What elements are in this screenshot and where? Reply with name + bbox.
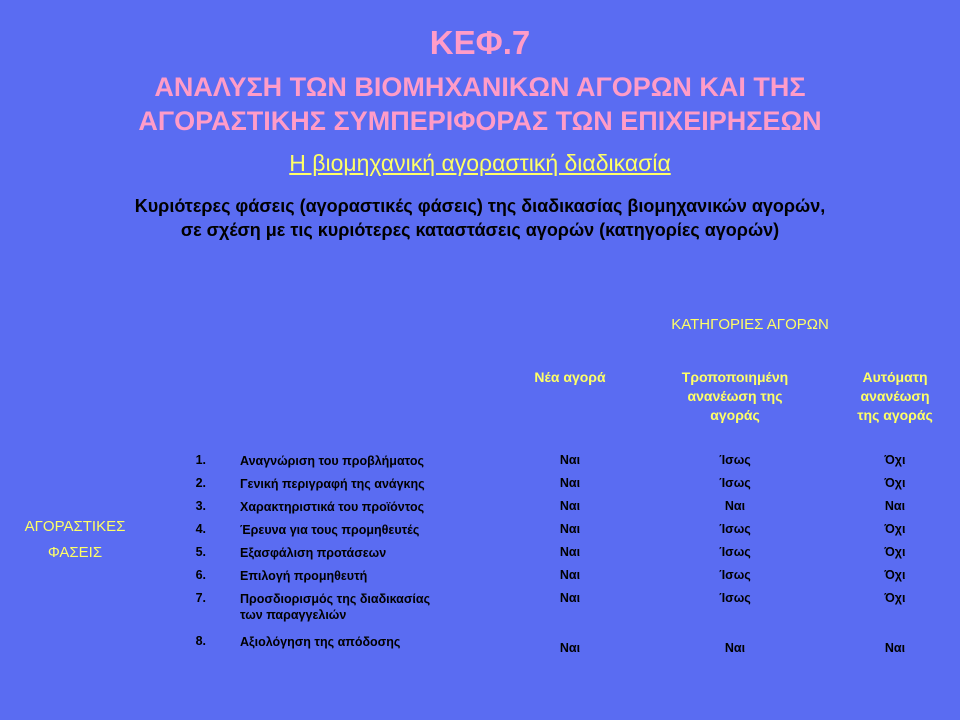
row-number: 6. [195, 568, 206, 582]
description-line2: σε σχέση με τις κυριότερες καταστάσεις αγορών (κατηγορίες αγορών) [180, 220, 780, 240]
cell-modified-rebuy: Ναι [724, 641, 746, 655]
column-header-line: αγοράς [710, 407, 760, 423]
cell-new-purchase: Ναι [559, 568, 581, 582]
column-header-line: Τροποποιημένη [681, 369, 789, 385]
cell-modified-rebuy: Ίσως [719, 522, 751, 536]
column-header-modified-rebuy [660, 368, 810, 425]
row-number: 7. [195, 591, 206, 605]
cell-modified-rebuy: Ίσως [719, 591, 751, 605]
row-number: 8. [195, 634, 206, 648]
phase-name [240, 591, 500, 623]
main-title-line2: ΑΓΟΡΑΣΤΙΚΗΣ ΣΥΜΠΕΡΙΦΟΡΑΣ ΤΩΝ ΕΠΙΧΕΙΡΗΣΕΩΝ [138, 106, 822, 136]
cell-modified-rebuy: Ναι [724, 499, 746, 513]
phases-label-line1: ΑΓΟΡΑΣΤΙΚΕΣ [24, 518, 126, 535]
phase-name: Εξασφάλιση προτάσεων [240, 546, 387, 560]
cell-straight-rebuy: Όχι [884, 453, 906, 467]
cell-new-purchase: Ναι [559, 476, 581, 490]
column-header-line: ανανέωση [860, 388, 930, 404]
cell-new-purchase: Ναι [559, 499, 581, 513]
phase-name: Επιλογή προμηθευτή [240, 569, 368, 583]
phase-name: Γενική περιγραφή της ανάγκης [240, 477, 425, 491]
row-number: 4. [195, 522, 206, 536]
row-number: 3. [195, 499, 206, 513]
column-header-line: ανανέωση της [687, 388, 783, 404]
cell-new-purchase: Ναι [559, 591, 581, 605]
cell-straight-rebuy: Ναι [884, 641, 906, 655]
row-number: 5. [195, 545, 206, 559]
phase-name: Έρευνα για τους προμηθευτές [240, 523, 420, 537]
description-line1: Κυριότερες φάσεις (αγοραστικές φάσεις) της διαδικασίας βιομηχανικών αγορών, [134, 196, 826, 216]
cell-new-purchase: Ναι [559, 545, 581, 559]
cell-new-purchase: Ναι [559, 641, 581, 655]
phase-name: Αναγνώριση του προβλήματος [240, 454, 424, 468]
column-header-line: της αγοράς [857, 407, 933, 423]
phases-label-line2: ΦΑΣΕΙΣ [47, 544, 103, 561]
chapter-title: ΚΕΦ.7 [429, 24, 531, 61]
cell-straight-rebuy: Όχι [884, 545, 906, 559]
phases-label [0, 514, 150, 566]
cell-new-purchase: Ναι [559, 453, 581, 467]
column-header-line: Αυτόματη [862, 369, 928, 385]
phase-name-line2: των παραγγελιών [240, 608, 347, 622]
row-number: 2. [195, 476, 206, 490]
cell-straight-rebuy: Όχι [884, 522, 906, 536]
column-header-new-purchase [520, 368, 620, 387]
cell-modified-rebuy: Ίσως [719, 453, 751, 467]
cell-modified-rebuy: Ίσως [719, 545, 751, 559]
cell-straight-rebuy: Ναι [884, 499, 906, 513]
column-header-line: Νέα αγορά [534, 369, 606, 385]
cell-straight-rebuy: Όχι [884, 591, 906, 605]
main-title-line1: ΑΝΑΛΥΣΗ ΤΩΝ ΒΙΟΜΗΧΑΝΙΚΩΝ ΑΓΟΡΩΝ ΚΑΙ ΤΗΣ [154, 72, 806, 102]
categories-title: ΚΑΤΗΓΟΡΙΕΣ ΑΓΟΡΩΝ [671, 316, 829, 333]
cell-new-purchase: Ναι [559, 522, 581, 536]
phase-name: Αξιολόγηση της απόδοσης [240, 635, 401, 649]
description [0, 194, 960, 242]
subtitle: Η βιομηχανική αγοραστική διαδικασία [289, 150, 671, 176]
cell-modified-rebuy: Ίσως [719, 476, 751, 490]
cell-straight-rebuy: Όχι [884, 568, 906, 582]
row-number: 1. [195, 453, 206, 467]
main-title [0, 70, 960, 138]
phase-name: Χαρακτηριστικά του προϊόντος [240, 500, 425, 514]
phase-name-line1: Προσδιορισμός της διαδικασίας [240, 592, 431, 606]
cell-straight-rebuy: Όχι [884, 476, 906, 490]
cell-modified-rebuy: Ίσως [719, 568, 751, 582]
column-header-straight-rebuy [840, 368, 950, 425]
